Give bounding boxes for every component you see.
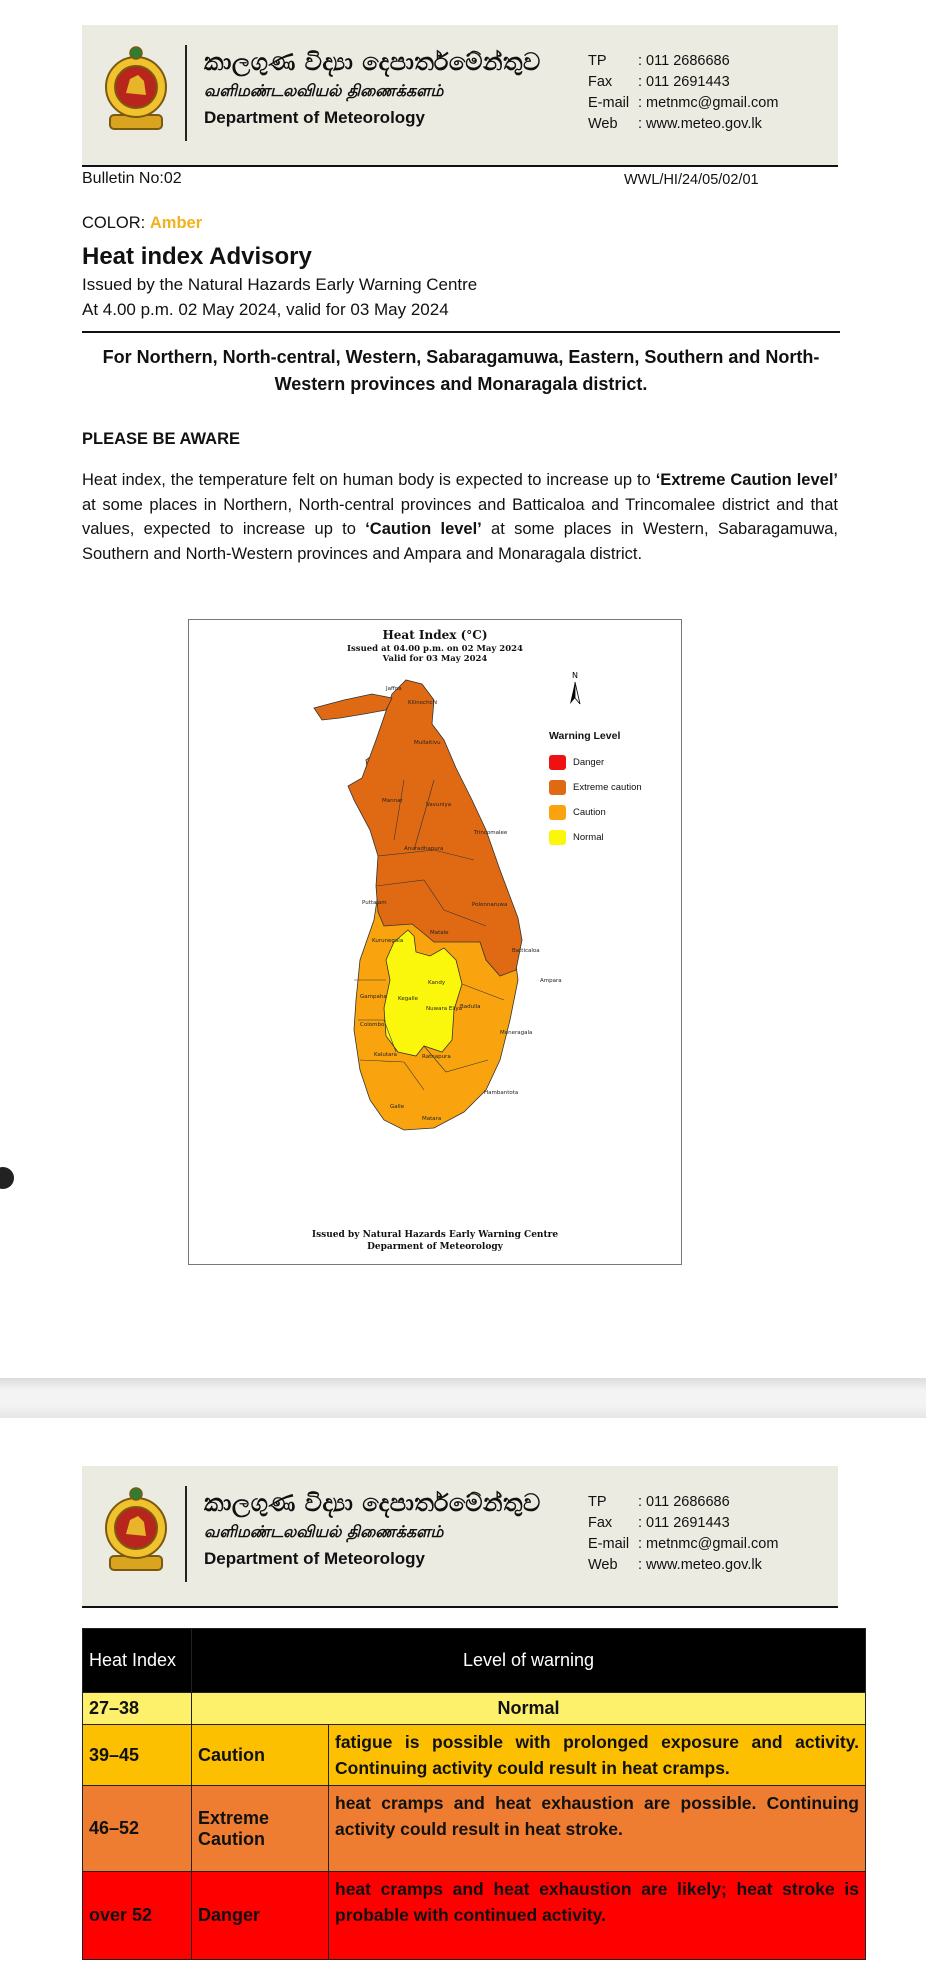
org-sinhala: කාලගුණ විද්‍යා දෙපාර්තමේන්තුව	[204, 1488, 541, 1517]
table-header-row	[83, 1629, 866, 1693]
legend-label: Extreme caution	[573, 782, 642, 793]
para-text: at some places in Western, Sabaragamuwa, Southern and North-Western provinces and Ampara and Monaragala district.	[82, 520, 838, 563]
color-line	[82, 214, 202, 233]
map-footer-issuer: Issued by Natural Hazards Early Warning Centre	[311, 1230, 559, 1240]
range-cell: 27–38	[83, 1693, 192, 1725]
district-label: Polonnaruwa	[472, 902, 508, 908]
north-label: N	[572, 671, 578, 680]
legend-label: Danger	[573, 757, 605, 768]
region-jaffna	[314, 694, 392, 720]
district-label: Ampara	[540, 978, 562, 984]
level-cell: Extreme Caution	[192, 1786, 329, 1872]
warning-level-table	[82, 1628, 866, 1960]
district-label: Mullaitivu	[414, 740, 441, 746]
header-heat-index: Heat Index	[83, 1629, 192, 1693]
legend-normal	[549, 825, 642, 850]
district-label: Gampaha	[360, 994, 387, 1000]
legend-label: Normal	[573, 832, 604, 843]
contact-value: : 011 2686686	[638, 53, 730, 69]
table-row-extreme-caution	[83, 1786, 866, 1872]
contact-value: : www.meteo.gov.lk	[638, 1557, 762, 1573]
map-valid: Valid for 03 May 2024	[382, 654, 488, 664]
contact-key: TP	[588, 1494, 607, 1510]
table-row-caution	[83, 1725, 866, 1786]
para-bold-level: ‘Caution level’	[365, 520, 482, 538]
contact-block	[588, 51, 778, 135]
para-text: at some places in Northern, North-central provinces and Batticaloa and Trincomalee district and that values, expected to increase up to	[82, 495, 838, 538]
para-text: Heat index, the temperature felt on human body is expected to increase up to	[82, 471, 656, 489]
org-tamil: வளிமண்டலவியல் திணைக்களம்	[204, 81, 444, 100]
district-label: Mannar	[382, 798, 403, 804]
district-label: Trincomalee	[474, 830, 508, 836]
district-label: Matale	[430, 930, 449, 936]
contact-email	[588, 93, 778, 114]
contact-value: : metnmc@gmail.com	[638, 1536, 779, 1552]
table-row-danger	[83, 1872, 866, 1960]
legend-extreme-caution	[549, 775, 642, 800]
advisory-title: Heat index Advisory	[82, 243, 312, 270]
letterhead-1	[82, 25, 838, 167]
legend-label: Caution	[573, 807, 606, 818]
district-label: Moneragala	[500, 1030, 533, 1036]
provinces-statement: For Northern, North-central, Western, Sabaragamuwa, Eastern, Southern and North-Western provinces and Monaragala district.	[102, 347, 820, 394]
district-label: Batticaloa	[512, 948, 540, 954]
issued-at: At 4.00 p.m. 02 May 2024, valid for 03 May 2024	[82, 300, 449, 319]
district-label: Kurunegala	[372, 938, 404, 944]
legend-caution	[549, 800, 642, 825]
contact-value: : 011 2691443	[638, 1515, 730, 1531]
sri-lanka-map	[274, 680, 562, 1200]
advisory-paragraph	[82, 468, 838, 566]
letterhead-2	[82, 1466, 838, 1608]
description-cell: heat cramps and heat exhaustion are likely; heat stroke is probable with continued activity.	[329, 1872, 866, 1960]
range-cell: 46–52	[83, 1786, 192, 1872]
emblem-icon	[104, 1484, 168, 1580]
contact-block	[588, 1492, 778, 1576]
district-label: Anuradhapura	[404, 846, 444, 852]
heat-index-map	[188, 619, 682, 1265]
bulletin-number: Bulletin No:02	[82, 170, 182, 187]
map-title: Heat Index (°C)	[382, 628, 488, 642]
page-divider	[0, 1378, 926, 1418]
level-cell: Danger	[192, 1872, 329, 1960]
level-cell: Normal	[192, 1693, 866, 1725]
district-label: Badulla	[460, 1004, 481, 1010]
north-arrow-icon	[567, 670, 583, 708]
contact-email	[588, 1534, 778, 1555]
contact-tp	[588, 51, 778, 72]
contact-key: TP	[588, 53, 607, 69]
swatch-danger	[549, 755, 566, 770]
para-bold-level: ‘Extreme Caution level’	[655, 471, 838, 489]
contact-key: Fax	[588, 74, 613, 90]
org-tamil: வளிமண்டலவியல் திணைக்களம்	[204, 1522, 444, 1541]
contact-key: Web	[588, 1557, 618, 1573]
district-label: Kilinochchi	[408, 700, 438, 706]
district-label: Vavuniya	[426, 802, 452, 808]
color-value: Amber	[149, 214, 203, 232]
swatch-normal	[549, 830, 566, 845]
district-label: Matara	[422, 1116, 442, 1122]
district-label: Kandy	[428, 980, 446, 986]
district-label: Jaffna	[386, 686, 402, 692]
org-english: Department of Meteorology	[204, 1549, 426, 1568]
header-divider	[185, 1486, 187, 1582]
table-row-normal	[83, 1693, 866, 1725]
scroll-handle[interactable]	[0, 1167, 14, 1189]
contact-tp	[588, 1492, 778, 1513]
org-sinhala: කාලගුණ විද්‍යා දෙපාර්තමේන්තුව	[204, 47, 541, 76]
district-label: Kalutara	[374, 1052, 398, 1058]
org-english: Department of Meteorology	[204, 108, 426, 127]
contact-key: E-mail	[588, 1536, 630, 1552]
contact-key: Web	[588, 116, 618, 132]
contact-value: : www.meteo.gov.lk	[638, 116, 762, 132]
contact-fax	[588, 1513, 778, 1534]
district-label: Colombo	[360, 1022, 385, 1028]
header-divider	[185, 45, 187, 141]
contact-web	[588, 114, 778, 135]
contact-key: E-mail	[588, 95, 630, 111]
org-names	[204, 1488, 541, 1572]
aware-heading: PLEASE BE AWARE	[82, 430, 240, 448]
contact-web	[588, 1555, 778, 1576]
district-label: Kegalle	[398, 996, 419, 1002]
header-level-of-warning: Level of warning	[192, 1629, 866, 1693]
emblem-icon	[104, 43, 168, 139]
contact-value: : 011 2686686	[638, 1494, 730, 1510]
district-label: Hambantota	[484, 1090, 519, 1096]
range-cell: over 52	[83, 1872, 192, 1960]
legend-title: Warning Level	[549, 730, 621, 742]
bulletin-reference: WWL/HI/24/05/02/01	[624, 172, 759, 188]
contact-value: : metnmc@gmail.com	[638, 95, 779, 111]
swatch-caution	[549, 805, 566, 820]
description-cell: fatigue is possible with prolonged exposure and activity. Continuing activity could result in heat cramps.	[329, 1725, 866, 1786]
level-cell: Caution	[192, 1725, 329, 1786]
color-label: COLOR:	[82, 214, 150, 232]
range-cell: 39–45	[83, 1725, 192, 1786]
map-footer-dept: Deparment of Meteorology	[367, 1242, 503, 1252]
legend-danger	[549, 750, 642, 775]
contact-value: : 011 2691443	[638, 74, 730, 90]
issued-by: Issued by the Natural Hazards Early Warning Centre	[82, 275, 478, 294]
swatch-extreme	[549, 780, 566, 795]
district-label: Nuwara Eliya	[426, 1006, 463, 1012]
section-rule	[82, 331, 840, 333]
contact-key: Fax	[588, 1515, 613, 1531]
district-label: Galle	[390, 1104, 405, 1110]
map-issued: Issued at 04.00 p.m. on 02 May 2024	[347, 644, 523, 654]
district-label: Ratnapura	[422, 1054, 451, 1060]
district-label: Puttalam	[362, 900, 387, 906]
description-cell: heat cramps and heat exhaustion are possible. Continuing activity could result in heat stroke.	[329, 1786, 866, 1872]
org-names	[204, 47, 541, 131]
contact-fax	[588, 72, 778, 93]
map-legend	[549, 730, 642, 850]
